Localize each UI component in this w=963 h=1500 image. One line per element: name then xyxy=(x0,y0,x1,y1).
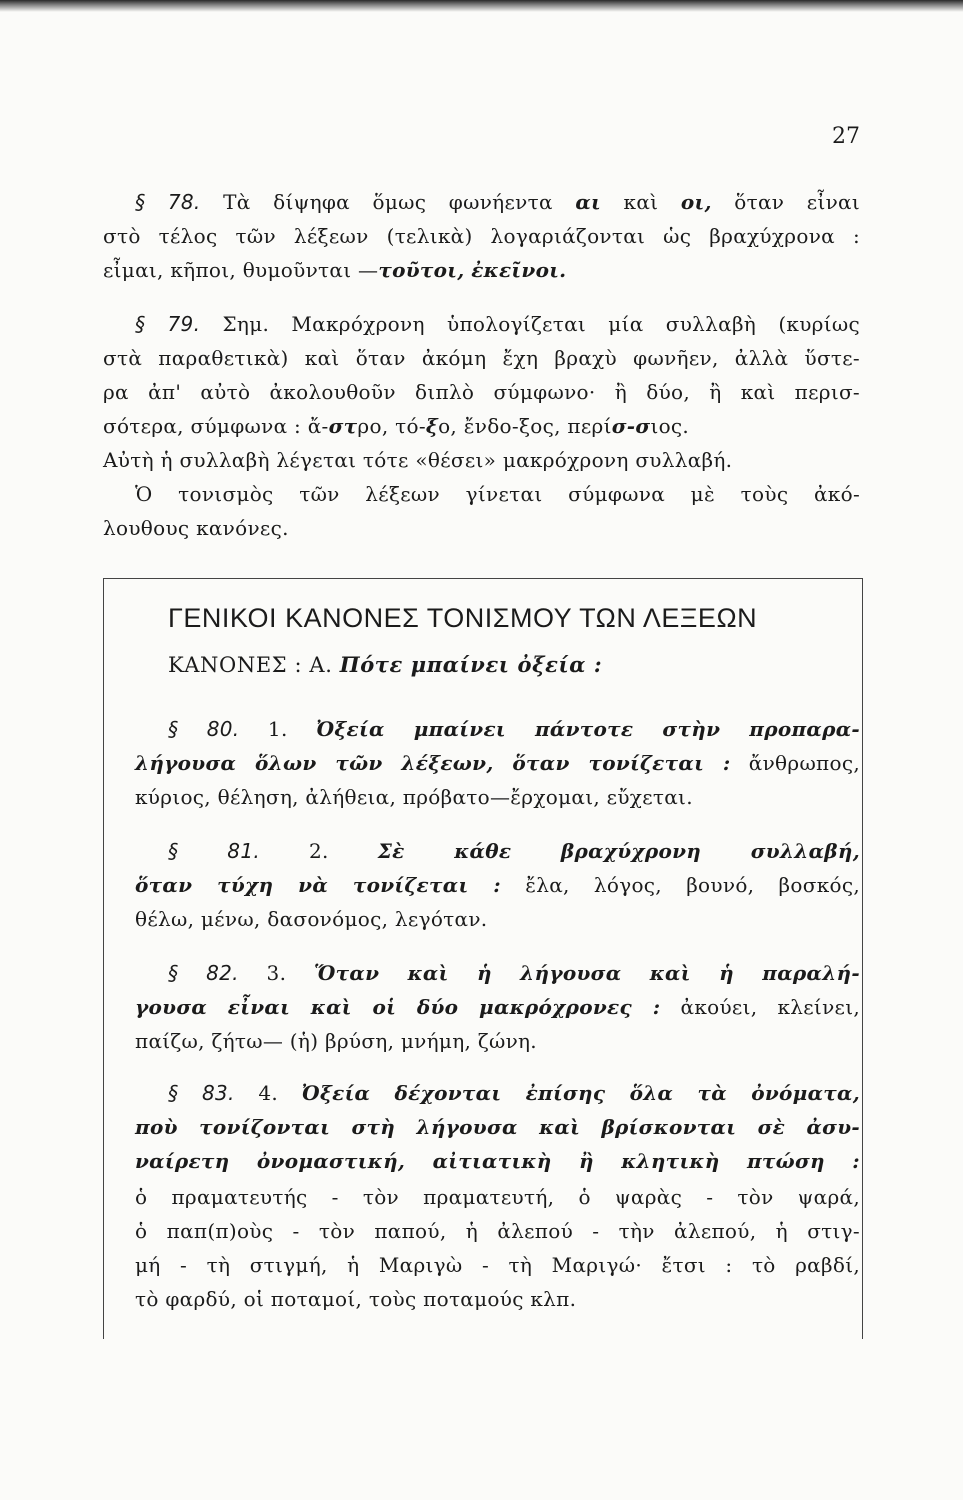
section-83-line-4: ὁ πραματευτής - τὸν πραματευτή, ὁ ψαρὰς - τὸν ψαρά, xyxy=(135,1185,860,1209)
section-78 xyxy=(135,185,860,219)
section-78-line-1: § 78. Τὰ δίψηφα ὅμως φωνήεντα αι καὶ οι, ὅταν εἶναι xyxy=(135,190,860,214)
section-80-line-3: κύριος, θέληση, ἀλήθεια, πρόβατο—ἔρχομαι, εὔχεται. xyxy=(135,785,693,809)
page-number: 27 xyxy=(832,124,860,149)
section-number: § 81. xyxy=(168,839,261,863)
section-83-line-3: ναίρετη ὀνομαστική, αἰτιατικὴ ἢ κλητικὴ πτώση : xyxy=(135,1149,860,1173)
scan-top-edge xyxy=(0,0,963,12)
section-79: § 79. Σημ. Μακρόχρονη ὑπολογίζεται μία συλλαβὴ (κυρίως xyxy=(135,312,860,336)
section-80-line-1: § 80. 1. Ὀξεία μπαίνει πάντοτε στὴν προπαρα- xyxy=(168,717,861,741)
section-number: § 79. xyxy=(135,312,201,336)
section-81-line-2: ὅταν τύχη νὰ τονίζεται : ἔλα, λόγος, βουνό, βοσκός, xyxy=(135,873,860,897)
section-82-line-2: γουσα εἶναι καὶ οἱ δύο μακρόχρονες : ἀκούει, κλείνει, xyxy=(135,995,860,1019)
section-number: § 80. xyxy=(168,717,240,741)
section-81-line-1: § 81. 2. Σὲ κάθε βραχύχρονη συλλαβή, xyxy=(168,839,860,863)
box-subtitle: ΚΑΝΟΝΕΣ : Α. Πότε μπαίνει ὀξεία : xyxy=(168,652,603,677)
section-number: § 78. xyxy=(135,190,201,214)
section-number: § 82. xyxy=(168,961,239,985)
section-79-line-6: Ὁ τονισμὸς τῶν λέξεων γίνεται σύμφωνα μὲ τοὺς ἀκό- xyxy=(135,482,860,506)
section-83-line-2: ποὺ τονίζονται στὴ λήγουσα καὶ βρίσκονται σὲ ἀσυ- xyxy=(135,1115,860,1139)
section-80-line-2: λήγουσα ὅλων τῶν λέξεων, ὅταν τονίζεται : ἄνθρωπος, xyxy=(135,751,861,775)
section-79-line-4: σότερα, σύμφωνα : ἄ-στρο, τό-ξο, ἔνδο-ξος, περίσ-σιος. xyxy=(103,414,690,438)
section-83-line-6: μή - τὴ στιγμή, ἡ Μαριγὼ - τὴ Μαριγώ· ἔτσι : τὸ ραβδί, xyxy=(135,1253,860,1277)
section-83-line-7: τὸ φαρδύ, οἱ ποταμοί, τοὺς ποταμούς κλπ. xyxy=(135,1287,577,1311)
section-82-line-3: παίζω, ζήτω— (ἡ) βρύση, μνήμη, ζώνη. xyxy=(135,1029,537,1053)
section-78-line-2: στὸ τέλος τῶν λέξεων (τελικὰ) λογαριάζονται ὡς βραχύχρονα : xyxy=(103,224,860,248)
section-79-line-2: στὰ παραθετικὰ) καὶ ὅταν ἀκόμη ἔχη βραχὺ φωνῆεν, ἀλλὰ ὕστε- xyxy=(103,346,860,370)
section-82-line-1: § 82. 3. Ὅταν καὶ ἡ λήγουσα καὶ ἡ παραλή- xyxy=(168,961,860,985)
section-79-line-7: λουθους κανόνες. xyxy=(103,516,289,540)
box-subtitle-question: Πότε μπαίνει ὀξεία : xyxy=(339,652,603,677)
box-title: ΓΕΝΙΚΟΙ ΚΑΝΟΝΕΣ ΤΟΝΙΣΜΟΥ ΤΩΝ ΛΕΞΕΩΝ xyxy=(168,603,758,633)
section-81-line-3: θέλω, μένω, δασονόμος, λεγόταν. xyxy=(135,907,488,931)
section-number: § 83. xyxy=(168,1081,235,1105)
section-78-line-3: εἶμαι, κῆποι, θυμοῦνται —τοῦτοι, ἐκεῖνοι. xyxy=(103,258,567,282)
section-79-line-3: ρα ἀπ' αὐτὸ ἀκολουθοῦν διπλὸ σύμφωνο· ἢ δύο, ἢ καὶ περισ- xyxy=(103,380,860,404)
section-83-line-1: § 83. 4. Ὀξεία δέχονται ἐπίσης ὅλα τὰ ὀνόματα, xyxy=(168,1081,860,1105)
section-79-line-5: Αὐτὴ ἡ συλλαβὴ λέγεται τότε «θέσει» μακρόχρονη συλλαβή. xyxy=(103,448,733,472)
section-83-line-5: ὁ παπ(π)οὺς - τὸν παπού, ἡ ἀλεπού - τὴν ἀλεπού, ἡ στιγ- xyxy=(135,1219,860,1243)
